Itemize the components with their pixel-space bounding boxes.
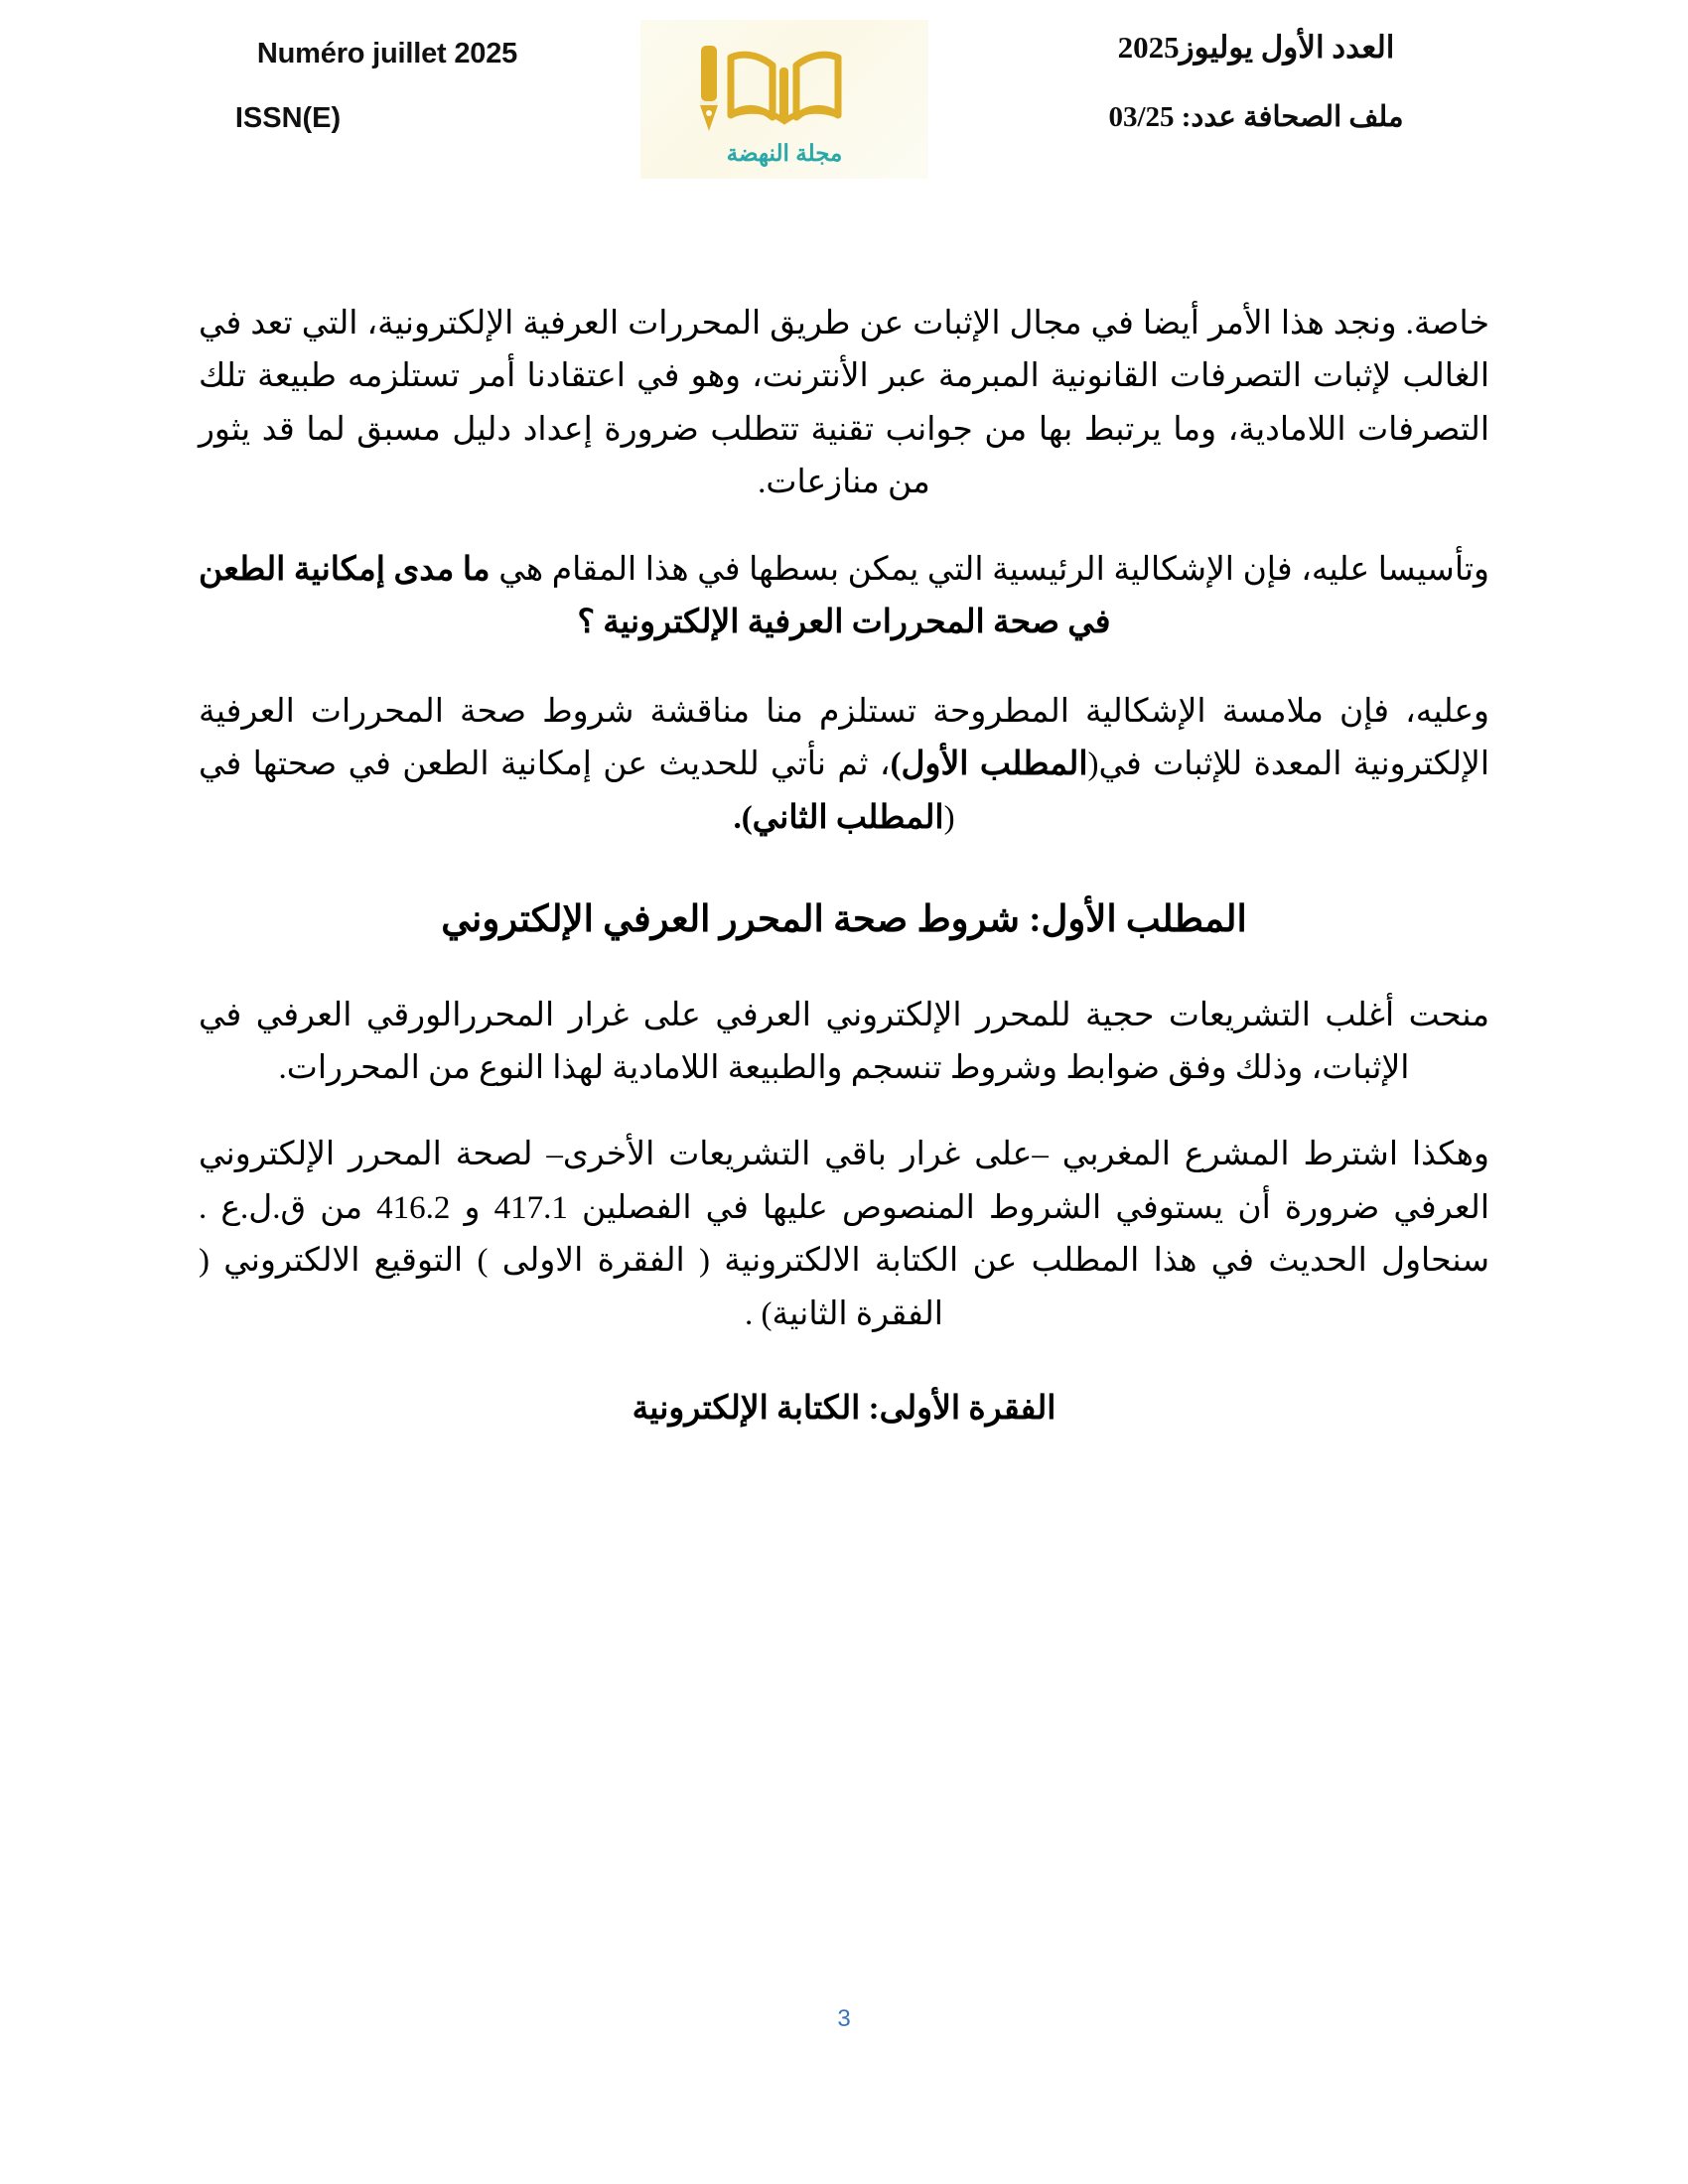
header-issue-french: Numéro juillet 2025 [256,38,518,69]
header-issue-arabic: العدد الأول يوليوز2025 [1117,30,1395,65]
page-header [0,0,1688,248]
paragraph-legislation-validity: منحت أغلب التشريعات حجية للمحرر الإلكتروني العرفي على غرار المحررالورقي العرفي في الإثبات، وذلك وفق ضوابط وشروط تنسجم والطبيعة اللامادية لهذا النوع من المحررات. [199,997,1489,1087]
research-question-bold: ما مدى إمكانية الطعن في صحة المحررات العرفية الإلكترونية ؟ [199,551,1111,641]
paragraph-plan-announcement [199,686,1489,845]
subsection-heading-electronic-writing: الفقرة الأولى: الكتابة الإلكترونية [632,1391,1056,1428]
plan-text-part-1: وعليه، فإن ملامسة الإشكالية المطروحة تستلزم منا مناقشة شروط صحة المحررات العرفية الإلكترونية المعدة للإثبات في( [199,693,1490,783]
paragraph-moroccan-legislator: وهكذا اشترط المشرع المغربي –على غرار باقي التشريعات الأخرى– لصحة المحرر الإلكتروني العرفي ضرورة أن يستوفي الشروط المنصوص عليها في الفصلين 417.1 و 416.2 من ق.ل.ع . سنحاول الحديث في هذا المطلب عن الكتابة الالكترونية ( الفقرة الاولى ) التوقيع الالكتروني ( الفقرة الثانية) . [199,1137,1490,1332]
section-heading-first-requirement: المطلب الأول: شروط صحة المحرر العرفي الإلكتروني [441,899,1247,941]
header-press-file-number: ملف الصحافة عدد: 03/25 [1108,101,1404,133]
plan-bold-first-requirement: المطلب الأول) [890,747,1088,783]
header-issn-label: ISSN(E) [234,102,342,134]
plan-bold-second-requirement: المطلب الثاني). [733,799,944,836]
pen-and-open-book-logo-icon [685,42,884,133]
plan-text-part-2: ، ثم نأتي للحديث عن إمكانية الطعن في صحتها في ( [199,747,955,836]
header-left-block [149,38,626,135]
page-number: 3 [837,2005,851,2032]
journal-logo [640,20,928,179]
paragraph-research-question [199,544,1489,650]
research-question-lead: وتأسيسا عليه، فإن الإشكالية الرئيسية التي يمكن بسطها في هذا المقام هي [490,551,1489,588]
document-body [199,298,1489,1434]
header-right-block [1033,30,1479,134]
paragraph-intro: خاصة. ونجد هذا الأمر أيضا في مجال الإثبات عن طريق المحررات العرفية الإلكترونية، التي تعد في الغالب لإثبات التصرفات القانونية المبرمة عبر الأنترنت، وهو في اعتقادنا أمر تستلزمه طبيعة تلك التصرفات اللامادية، وما يرتبط بها من جوانب تقنية تتطلب ضرورة إعداد دليل مسبق لما قد يثور من منازعات. [199,306,1489,501]
journal-logo-caption: مجلة النهضة [726,140,843,166]
